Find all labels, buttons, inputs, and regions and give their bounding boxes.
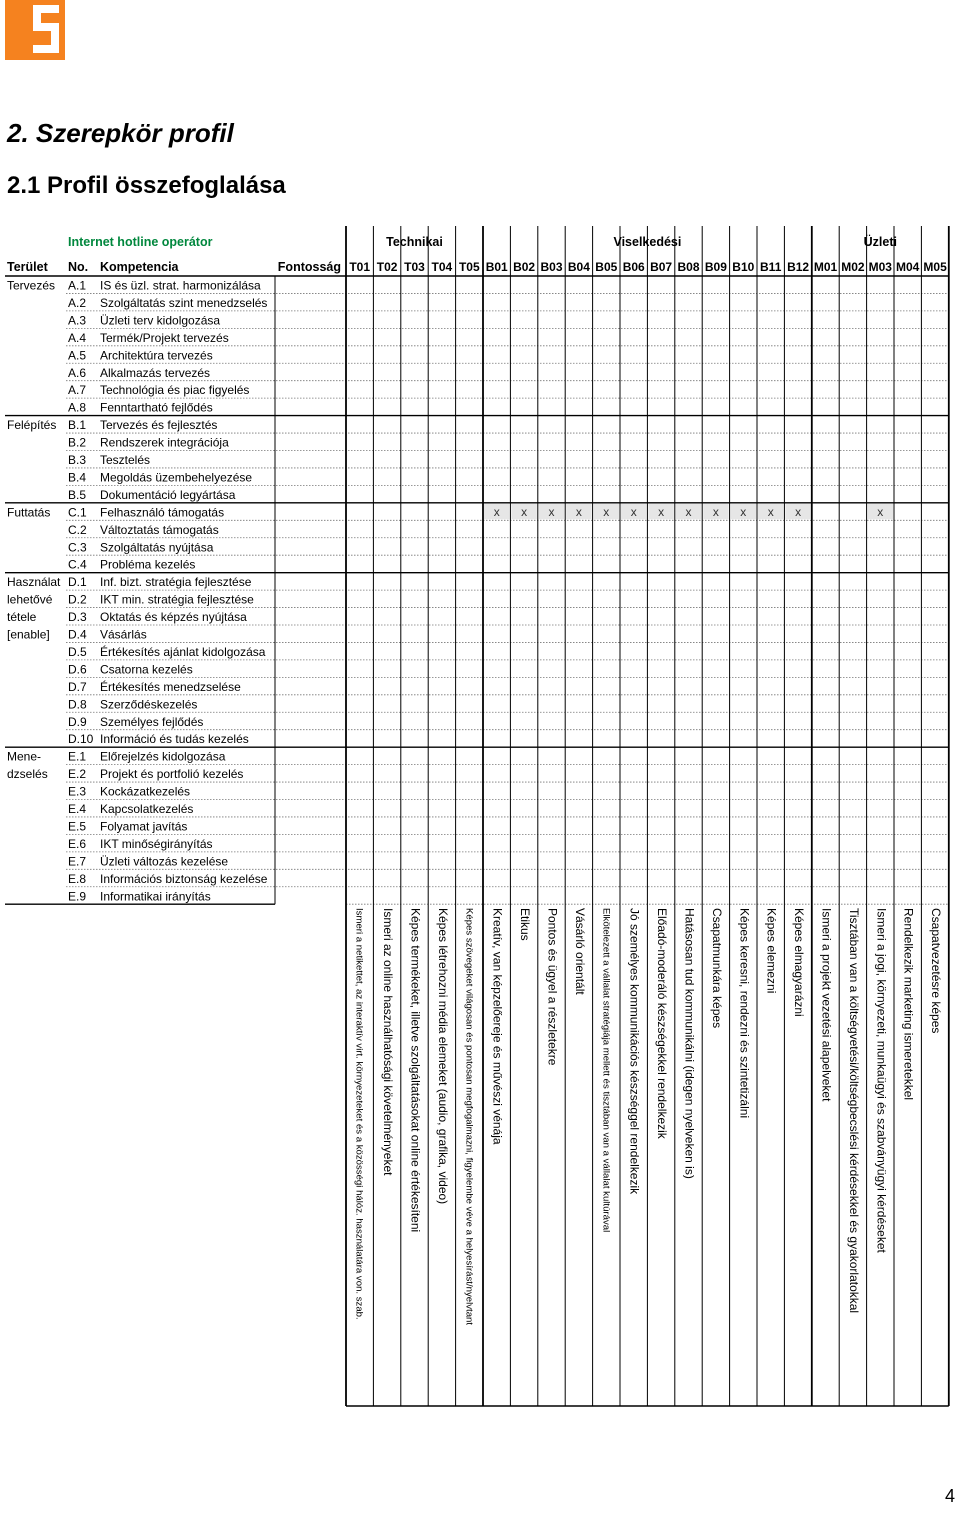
row-kompetencia: Inf. bizt. stratégia fejlesztése bbox=[100, 575, 252, 590]
column-header-t05: T05 bbox=[458, 260, 480, 274]
header-fontossag: Fontosság bbox=[277, 260, 341, 274]
row-no: D.9 bbox=[68, 714, 87, 729]
row-no: E.6 bbox=[68, 836, 87, 851]
row-kompetencia: Alkalmazás tervezés bbox=[100, 365, 211, 380]
row-no: E.2 bbox=[68, 767, 87, 782]
row-no: A.5 bbox=[68, 348, 87, 363]
row-kompetencia: Informatikai irányítás bbox=[100, 889, 211, 904]
column-header-b12: B12 bbox=[787, 260, 810, 274]
row-kompetencia: Termék/Projekt tervezés bbox=[100, 330, 229, 345]
area-label-4: [enable] bbox=[7, 627, 50, 642]
row-no: E.7 bbox=[68, 854, 87, 869]
area-label-2: Felépítés bbox=[7, 418, 57, 433]
column-header-b08: B08 bbox=[677, 260, 700, 274]
mark-b05: x bbox=[603, 504, 610, 519]
row-no: D.4 bbox=[68, 627, 87, 642]
row-no: C.3 bbox=[68, 540, 87, 555]
row-no: C.4 bbox=[68, 557, 87, 572]
row-no: B.2 bbox=[68, 435, 87, 450]
row-kompetencia: Projekt és portfolió kezelés bbox=[100, 767, 244, 782]
column-header-m01: M01 bbox=[813, 260, 838, 274]
area-label-3: Futtatás bbox=[7, 505, 51, 520]
row-no: C.1 bbox=[68, 505, 87, 520]
row-no: A.7 bbox=[68, 383, 87, 398]
row-no: D.6 bbox=[68, 662, 87, 677]
row-kompetencia: Értékesítés menedzselése bbox=[100, 679, 241, 694]
row-kompetencia: Fenntartható fejlődés bbox=[100, 400, 213, 415]
description-9: Vásárló orientált bbox=[572, 908, 587, 995]
mark-b10: x bbox=[740, 504, 747, 519]
description-4: Képes létrehozni média elemeket (audio, grafika, video) bbox=[435, 908, 450, 1205]
row-kompetencia: Előrejelzés kidolgozása bbox=[100, 749, 226, 764]
mark-b04: x bbox=[575, 504, 582, 519]
row-no: C.2 bbox=[68, 522, 87, 537]
column-header-m03: M03 bbox=[868, 260, 892, 274]
description-1: Ismeri a netikettet, az interaktív virt. környezeteket és a közösségi hálóz. használatára von. szab. bbox=[353, 908, 365, 1320]
section-heading: 2. Szerepkör profil bbox=[7, 118, 234, 148]
row-kompetencia: Kockázatkezelés bbox=[100, 784, 191, 799]
description-14: Csapatmunkára képes bbox=[709, 908, 724, 1029]
row-kompetencia: Üzleti terv kidolgozása bbox=[100, 313, 221, 328]
row-no: A.8 bbox=[68, 400, 87, 415]
column-header-t03: T03 bbox=[404, 260, 425, 274]
row-kompetencia: Információ és tudás kezelés bbox=[100, 732, 249, 747]
row-no: D.3 bbox=[68, 610, 87, 625]
column-header-b09: B09 bbox=[704, 260, 727, 274]
row-kompetencia: Tesztelés bbox=[100, 453, 151, 467]
column-header-t04: T04 bbox=[431, 260, 453, 274]
row-no: D.10 bbox=[68, 732, 94, 747]
column-header-t02: T02 bbox=[376, 260, 398, 274]
row-kompetencia: Rendszerek integrációja bbox=[100, 435, 229, 450]
row-no: B.5 bbox=[68, 487, 87, 502]
column-header-b10: B10 bbox=[732, 260, 755, 274]
description-19: Tisztában van a költségvetési/költségbecslési kérdésekkel és gyakorlatokkal bbox=[846, 908, 861, 1314]
row-kompetencia: Technológia és piac figyelés bbox=[100, 383, 250, 398]
column-header-b05: B05 bbox=[595, 260, 618, 274]
description-21: Rendelkezik marketing ismeretekkel bbox=[901, 908, 916, 1101]
description-5: Képes szövegeket világosan és pontosan megfogalmazni, figyelembe véve a helyesírást/nyelvtant bbox=[463, 908, 475, 1326]
description-2: Ismeri az online használhatósági követelményeket bbox=[381, 908, 396, 1176]
description-12: Előadó-moderáló készségekkel rendelkezik bbox=[655, 908, 670, 1139]
row-no: B.1 bbox=[68, 418, 87, 433]
area-label-4: Használat bbox=[7, 575, 61, 590]
row-no: D.5 bbox=[68, 644, 87, 659]
description-7: Etikus bbox=[518, 908, 533, 941]
row-kompetencia: Személyes fejlődés bbox=[100, 714, 204, 729]
area-label-4: tétele bbox=[7, 610, 37, 625]
column-header-b06: B06 bbox=[622, 260, 645, 274]
column-header-b07: B07 bbox=[650, 260, 673, 274]
row-kompetencia: IKT min. stratégia fejlesztése bbox=[100, 592, 254, 607]
header-terulet: Terület bbox=[7, 260, 48, 274]
row-no: E.5 bbox=[68, 819, 87, 834]
page-number: 4 bbox=[944, 1486, 955, 1506]
column-header-b03: B03 bbox=[540, 260, 563, 274]
description-16: Képes elemezni bbox=[764, 908, 779, 994]
area-label-5: dzselés bbox=[7, 767, 48, 782]
row-kompetencia: Értékesítés ajánlat kidolgozása bbox=[100, 644, 266, 659]
mark-b07: x bbox=[658, 504, 665, 519]
row-no: E.9 bbox=[68, 889, 87, 904]
row-no: D.7 bbox=[68, 679, 87, 694]
column-header-m04: M04 bbox=[896, 260, 920, 274]
row-kompetencia: IKT minőségirányítás bbox=[100, 836, 213, 851]
row-kompetencia: Üzleti változás kezelése bbox=[100, 854, 229, 869]
column-header-m05: M05 bbox=[923, 260, 947, 274]
group-header-3: Üzleti bbox=[863, 235, 897, 249]
row-kompetencia: Szerződéskezelés bbox=[100, 697, 198, 712]
row-kompetencia: Architektúra tervezés bbox=[100, 348, 213, 363]
row-no: D.8 bbox=[68, 697, 87, 712]
header-no: No. bbox=[68, 260, 89, 274]
mark-b01: x bbox=[493, 504, 500, 519]
mark-b06: x bbox=[630, 504, 637, 519]
description-22: Csapatvezetésre képes bbox=[929, 908, 944, 1034]
row-no: A.2 bbox=[68, 295, 87, 310]
column-header-b04: B04 bbox=[567, 260, 590, 274]
role-title: Internet hotline operátor bbox=[68, 235, 213, 249]
description-8: Pontos és ügyel a részletekre bbox=[545, 908, 560, 1066]
row-kompetencia: IS és üzl. strat. harmonizálása bbox=[100, 278, 261, 293]
area-label-1: Tervezés bbox=[7, 278, 56, 293]
mark-b12: x bbox=[795, 504, 802, 519]
subsection-heading: 2.1 Profil összefoglalása bbox=[7, 172, 286, 199]
row-kompetencia: Dokumentáció legyártása bbox=[100, 487, 236, 502]
column-header-t01: T01 bbox=[349, 260, 371, 274]
row-no: A.4 bbox=[68, 330, 87, 345]
row-kompetencia: Felhasználó támogatás bbox=[100, 505, 225, 520]
description-11: Jó személyes kommunikációs készséggel rendelkezik bbox=[627, 908, 642, 1195]
row-kompetencia: Oktatás és képzés nyújtása bbox=[100, 610, 247, 625]
mark-b11: x bbox=[767, 504, 774, 519]
row-kompetencia: Folyamat javítás bbox=[100, 819, 188, 834]
row-no: E.4 bbox=[68, 802, 87, 816]
row-kompetencia: Csatorna kezelés bbox=[100, 662, 193, 677]
mark-b08: x bbox=[685, 504, 692, 519]
row-kompetencia: Változtatás támogatás bbox=[100, 522, 219, 537]
row-kompetencia: Szolgáltatás nyújtása bbox=[100, 540, 214, 555]
row-no: E.1 bbox=[68, 749, 87, 764]
row-no: A.6 bbox=[68, 365, 87, 380]
row-no: A.3 bbox=[68, 313, 87, 328]
mark-b09: x bbox=[712, 504, 719, 519]
row-kompetencia: Kapcsolatkezelés bbox=[100, 802, 194, 816]
group-header-2: Viselkedési bbox=[613, 235, 682, 249]
row-kompetencia: Szolgáltatás szint menedzselés bbox=[100, 295, 268, 310]
row-no: A.1 bbox=[68, 278, 87, 293]
row-kompetencia: Megoldás üzembehelyezése bbox=[100, 470, 253, 485]
header-kompetencia: Kompetencia bbox=[100, 260, 179, 274]
mark-b03: x bbox=[548, 504, 555, 519]
area-label-5: Mene- bbox=[7, 749, 42, 764]
row-kompetencia: Probléma kezelés bbox=[100, 557, 196, 572]
description-18: Ismeri a projekt vezetési alapelveket bbox=[819, 908, 834, 1102]
area-label-4: lehetővé bbox=[7, 592, 53, 607]
description-13: Hatásosan tud kommunikálni (idegen nyelveken is) bbox=[682, 908, 697, 1179]
row-kompetencia: Vásárlás bbox=[100, 627, 147, 642]
description-20: Ismeri a jogi, környezeti, munkaügyi és szabványügyi kérdéseket bbox=[874, 908, 889, 1253]
row-no: E.8 bbox=[68, 871, 87, 886]
column-header-b11: B11 bbox=[760, 260, 782, 274]
column-header-b01: B01 bbox=[485, 260, 508, 274]
row-no: D.2 bbox=[68, 592, 87, 607]
row-no: B.4 bbox=[68, 470, 87, 485]
mark-b02: x bbox=[521, 504, 528, 519]
description-3: Képes termékeket, illetve szolgáltatásokat online értékesíteni bbox=[408, 908, 423, 1233]
row-no: E.3 bbox=[68, 784, 87, 799]
description-10: Elkötelezett a vállalat stratégiája mellett és tisztában van a vállalat kultúrával bbox=[600, 908, 612, 1233]
description-17: Képes elmagyarázni bbox=[792, 908, 807, 1017]
row-kompetencia: Tervezés és fejlesztés bbox=[100, 418, 218, 433]
row-no: B.3 bbox=[68, 453, 87, 467]
row-no: D.1 bbox=[68, 575, 87, 590]
row-kompetencia: Információs biztonság kezelése bbox=[100, 871, 268, 886]
description-6: Kreatív, van képzelőereje és művészi vénája bbox=[490, 908, 505, 1145]
mark-m03: x bbox=[877, 504, 884, 519]
column-header-b02: B02 bbox=[513, 260, 536, 274]
description-15: Képes keresni, rendezni és szintetizálni bbox=[737, 908, 752, 1119]
column-header-m02: M02 bbox=[841, 260, 865, 274]
group-header-1: Technikai bbox=[386, 235, 443, 249]
